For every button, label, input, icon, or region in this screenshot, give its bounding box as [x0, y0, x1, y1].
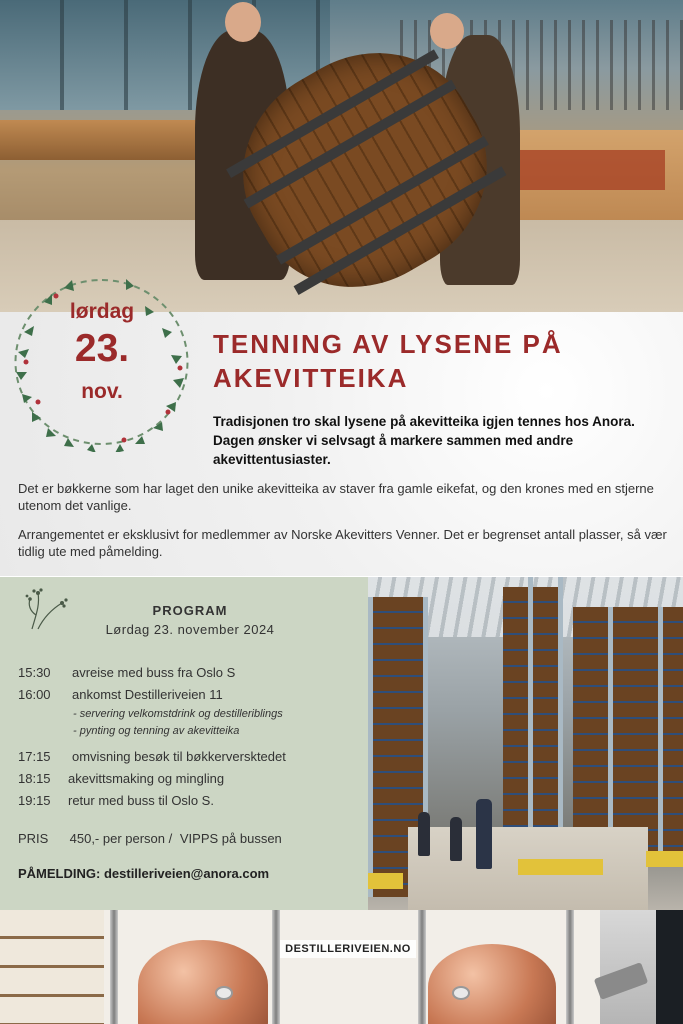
brand-sign: DESTILLERIVEIEN.NO	[280, 940, 416, 958]
distillery-photo-strip	[0, 910, 683, 1024]
flower-sprig-icon	[22, 585, 74, 633]
copper-still	[138, 940, 268, 1024]
schedule-time: 18:15	[18, 771, 51, 786]
paragraph: Arrangementet er eksklusivt for medlemmer av Norske Akevitters Venner. Det er begrenset antall plasser, så vær tidlig ute med påmelding.	[18, 527, 667, 559]
schedule-time: 17:15	[18, 749, 51, 764]
visitor	[476, 799, 492, 869]
schedule-time: 19:15	[18, 793, 51, 808]
signup-email[interactable]: destilleriveien@anora.com	[103, 866, 270, 881]
schedule-item	[18, 790, 363, 812]
schedule-desc: akevittsmaking og mingling	[68, 771, 225, 786]
copper-still	[428, 944, 556, 1024]
visitor	[418, 812, 430, 856]
price-label: PRIS	[18, 831, 49, 846]
program-header	[70, 603, 310, 637]
hero-photo-coopers	[0, 0, 683, 312]
program-date: Lørdag 23. november 2024	[105, 622, 275, 637]
event-title: TENNING AV LYSENE PÅ AKEVITTEIKA	[213, 329, 563, 393]
schedule-subitem: - servering velkomstdrink og destilleriblings	[73, 708, 283, 720]
warehouse-photo	[368, 577, 683, 910]
schedule-desc: avreise med buss fra Oslo S	[72, 665, 236, 680]
date-weekday: lørdag	[69, 300, 135, 323]
schedule-subitem: - pynting og tenning av akevitteika	[73, 725, 240, 737]
price-value: 450,- per person /	[69, 831, 173, 846]
schedule-time: 16:00	[18, 687, 51, 702]
date-day: 23.	[74, 327, 130, 370]
schedule-desc: retur med buss til Oslo S.	[68, 793, 214, 808]
price-line	[18, 831, 282, 846]
schedule-desc: ankomst Destilleriveien 11	[72, 687, 223, 702]
schedule-item	[18, 746, 363, 768]
visitor	[450, 817, 462, 861]
price-note: VIPPS på bussen	[179, 831, 282, 846]
distillery-worker	[600, 910, 683, 1024]
schedule-item	[18, 662, 363, 684]
schedule-desc: omvisning besøk til bøkkerversktedet	[72, 749, 286, 764]
lead-text: Tradisjonen tro skal lysene på akevitteika igjen tennes hos Anora. Dagen ønsker vi selvsagt å markere sammen med andre akevittentusiaster.	[213, 414, 635, 467]
barrel-rack	[573, 607, 683, 862]
program-heading: PROGRAM	[152, 603, 228, 618]
schedule-list	[18, 662, 363, 812]
schedule-item	[18, 768, 363, 790]
schedule-item	[18, 684, 363, 706]
date-month: nov.	[81, 380, 123, 403]
paragraph: Det er bøkkerne som har laget den unike akevitteika av staver fra gamle eikefat, og den krones med en stjerne utenom det vanlige.	[18, 481, 654, 513]
signup-label: PÅMELDING:	[18, 866, 101, 881]
signup-line	[18, 866, 269, 881]
schedule-time: 15:30	[18, 665, 51, 680]
bottle-shelves	[0, 910, 104, 1024]
